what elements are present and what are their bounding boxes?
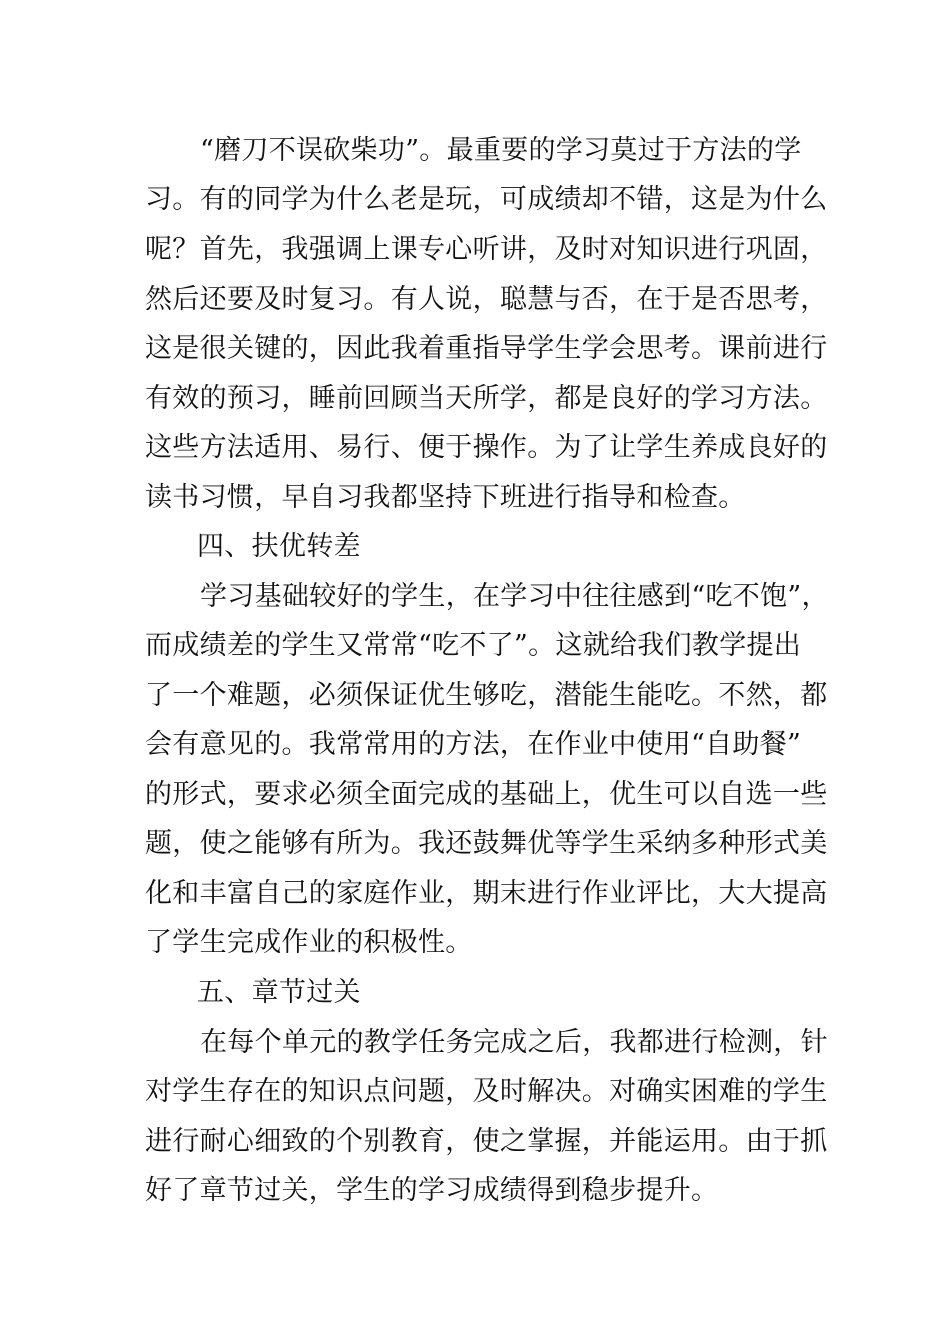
paragraph-line: 学习基础较好的学生，在学习中往往感到“吃不饱”， [200,581,829,612]
paragraph-line: 而成绩差的学生又常常“吃不了”。这就给我们教学提出 [145,630,802,661]
paragraph-line: “磨刀不误砍柴功”。最重要的学习莫过于方法的学 [200,135,802,166]
paragraph-line: 了一个难题，必须保证优生够吃，潜能生能吃。不然，都 [145,680,828,711]
paragraph-line: 好了章节过关，学生的学习成绩得到稳步提升。 [145,1175,719,1206]
paragraph-line: 有效的预习，睡前回顾当天所学，都是良好的学习方法。 [145,383,828,414]
paragraph-line: 的形式，要求必须全面完成的基础上，优生可以自选一些 [145,779,828,810]
paragraph-line: 在每个单元的教学任务完成之后，我都进行检测，针 [200,1027,828,1058]
paragraph-line: 进行耐心细致的个别教育，使之掌握，并能运用。由于抓 [145,1126,828,1157]
paragraph-line: 化和丰富自己的家庭作业，期末进行作业评比，大大提高 [145,878,828,909]
paragraph-line: 然后还要及时复习。有人说，聪慧与否，在于是否思考， [145,284,828,315]
paragraph-line: 读书习惯，早自习我都坚持下班进行指导和检查。 [145,482,746,513]
paragraph-line: 题，使之能够有所为。我还鼓舞优等学生采纳多种形式美 [145,828,828,859]
section-heading: 四、扶优转差 [197,531,361,562]
section-heading: 五、章节过关 [197,977,361,1008]
paragraph-line: 会有意见的。我常常用的方法，在作业中使用“自助餐” [145,729,802,760]
paragraph-line: 了学生完成作业的积极性。 [145,927,473,958]
paragraph-line: 习。有的同学为什么老是玩，可成绩却不错，这是为什么 [145,184,828,215]
paragraph-line: 这些方法适用、易行、便于操作。为了让学生养成良好的 [145,432,828,463]
paragraph-line: 对学生存在的知识点问题，及时解决。对确实困难的学生 [145,1076,828,1107]
paragraph-line: 呢？首先，我强调上课专心听讲，及时对知识进行巩固， [145,234,828,265]
paragraph-line: 这是很关键的，因此我着重指导学生学会思考。课前进行 [145,333,828,364]
